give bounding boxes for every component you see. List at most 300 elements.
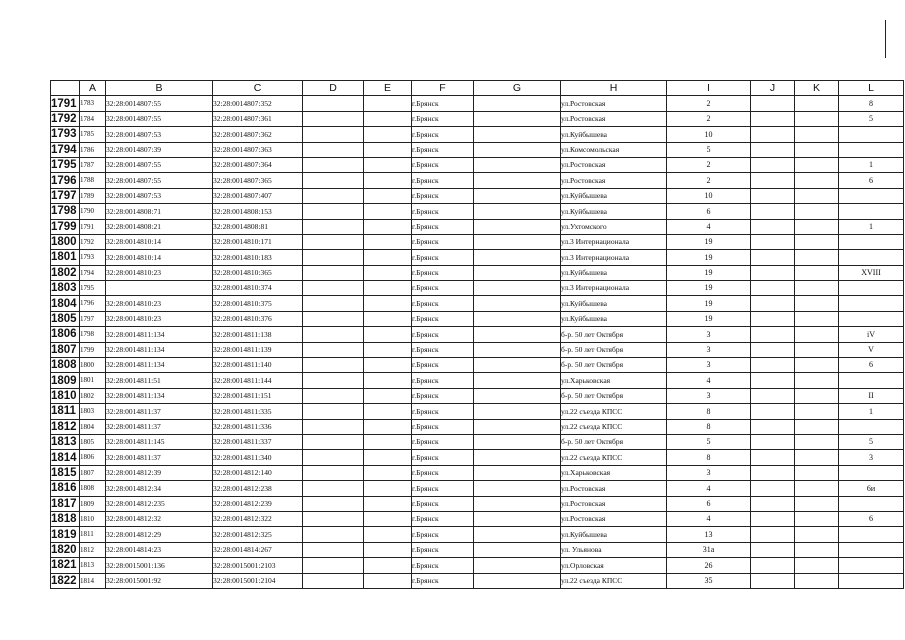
cell-l[interactable] bbox=[839, 558, 904, 573]
cell-i[interactable]: 19 bbox=[667, 281, 751, 296]
column-header-i[interactable]: I bbox=[667, 81, 751, 96]
cell-f[interactable]: г.Брянск bbox=[412, 188, 474, 203]
cell-j[interactable] bbox=[751, 358, 795, 373]
cell-d[interactable] bbox=[303, 496, 364, 511]
cell-h[interactable]: ул.Ростовская bbox=[561, 496, 667, 511]
cell-h[interactable]: ул.3 Интернационала bbox=[561, 281, 667, 296]
cell-i[interactable]: 19 bbox=[667, 296, 751, 311]
cell-j[interactable] bbox=[751, 173, 795, 188]
cell-a[interactable]: 1797 bbox=[80, 311, 106, 326]
cell-e[interactable] bbox=[364, 296, 412, 311]
cell-h[interactable]: ул.Ростовская bbox=[561, 173, 667, 188]
cell-a[interactable]: 1792 bbox=[80, 234, 106, 249]
cell-j[interactable] bbox=[751, 265, 795, 280]
cell-c[interactable]: 32:28:0014810:374 bbox=[213, 281, 303, 296]
cell-g[interactable] bbox=[474, 234, 561, 249]
cell-f[interactable]: г.Брянск bbox=[412, 373, 474, 388]
cell-i[interactable]: 4 bbox=[667, 511, 751, 526]
row-number[interactable]: 1806 bbox=[51, 327, 80, 342]
cell-h[interactable]: ул.22 съезда КПСС bbox=[561, 450, 667, 465]
cell-e[interactable] bbox=[364, 481, 412, 496]
cell-l[interactable] bbox=[839, 419, 904, 434]
cell-h[interactable]: ул.Куйбышева bbox=[561, 204, 667, 219]
cell-j[interactable] bbox=[751, 188, 795, 203]
row-number[interactable]: 1799 bbox=[51, 219, 80, 234]
cell-c[interactable]: 32:28:0015001:2103 bbox=[213, 558, 303, 573]
cell-f[interactable]: г.Брянск bbox=[412, 527, 474, 542]
cell-a[interactable]: 1805 bbox=[80, 434, 106, 449]
cell-g[interactable] bbox=[474, 173, 561, 188]
cell-e[interactable] bbox=[364, 311, 412, 326]
row-number[interactable]: 1811 bbox=[51, 404, 80, 419]
cell-a[interactable]: 1804 bbox=[80, 419, 106, 434]
cell-f[interactable]: г.Брянск bbox=[412, 142, 474, 157]
cell-e[interactable] bbox=[364, 542, 412, 557]
cell-h[interactable]: б-р. 50 лет Октября bbox=[561, 434, 667, 449]
cell-a[interactable]: 1784 bbox=[80, 111, 106, 126]
cell-c[interactable]: 32:28:0014812:322 bbox=[213, 511, 303, 526]
cell-a[interactable]: 1796 bbox=[80, 296, 106, 311]
cell-j[interactable] bbox=[751, 481, 795, 496]
cell-e[interactable] bbox=[364, 558, 412, 573]
cell-i[interactable]: 3 bbox=[667, 327, 751, 342]
cell-i[interactable]: 19 bbox=[667, 250, 751, 265]
cell-k[interactable] bbox=[795, 281, 839, 296]
cell-l[interactable] bbox=[839, 296, 904, 311]
cell-f[interactable]: г.Брянск bbox=[412, 481, 474, 496]
cell-a[interactable]: 1808 bbox=[80, 481, 106, 496]
cell-i[interactable]: 4 bbox=[667, 373, 751, 388]
cell-j[interactable] bbox=[751, 234, 795, 249]
cell-h[interactable]: ул.22 съезда КПСС bbox=[561, 404, 667, 419]
cell-j[interactable] bbox=[751, 219, 795, 234]
cell-d[interactable] bbox=[303, 327, 364, 342]
cell-h[interactable]: б-р. 50 лет Октября bbox=[561, 327, 667, 342]
cell-b[interactable]: 32:28:0015001:92 bbox=[106, 573, 213, 588]
cell-a[interactable]: 1800 bbox=[80, 358, 106, 373]
cell-h[interactable]: ул.3 Интернационала bbox=[561, 234, 667, 249]
cell-c[interactable]: 32:28:0014807:365 bbox=[213, 173, 303, 188]
cell-h[interactable]: ул.Ростовская bbox=[561, 96, 667, 111]
cell-h[interactable]: ул.Ростовская bbox=[561, 157, 667, 172]
cell-h[interactable]: ул.Куйбышева bbox=[561, 188, 667, 203]
cell-i[interactable]: 2 bbox=[667, 96, 751, 111]
cell-a[interactable]: 1802 bbox=[80, 388, 106, 403]
cell-e[interactable] bbox=[364, 419, 412, 434]
cell-b[interactable]: 32:28:0014811:134 bbox=[106, 358, 213, 373]
cell-f[interactable]: г.Брянск bbox=[412, 342, 474, 357]
cell-i[interactable]: 3 bbox=[667, 358, 751, 373]
cell-i[interactable]: 35 bbox=[667, 573, 751, 588]
cell-b[interactable]: 32:28:0014811:37 bbox=[106, 419, 213, 434]
cell-c[interactable]: 32:28:0014811:335 bbox=[213, 404, 303, 419]
cell-f[interactable]: г.Брянск bbox=[412, 127, 474, 142]
cell-i[interactable]: 3 bbox=[667, 465, 751, 480]
cell-d[interactable] bbox=[303, 204, 364, 219]
cell-i[interactable]: 2 bbox=[667, 173, 751, 188]
cell-k[interactable] bbox=[795, 219, 839, 234]
cell-f[interactable]: г.Брянск bbox=[412, 434, 474, 449]
cell-g[interactable] bbox=[474, 496, 561, 511]
cell-j[interactable] bbox=[751, 527, 795, 542]
cell-b[interactable]: 32:28:0014807:55 bbox=[106, 173, 213, 188]
cell-g[interactable] bbox=[474, 527, 561, 542]
cell-g[interactable] bbox=[474, 127, 561, 142]
cell-i[interactable]: 2 bbox=[667, 157, 751, 172]
cell-j[interactable] bbox=[751, 142, 795, 157]
cell-h[interactable]: ул.Харьковская bbox=[561, 465, 667, 480]
cell-i[interactable]: 26 bbox=[667, 558, 751, 573]
cell-e[interactable] bbox=[364, 127, 412, 142]
cell-h[interactable]: ул.3 Интернационала bbox=[561, 250, 667, 265]
cell-b[interactable]: 32:28:0014812:235 bbox=[106, 496, 213, 511]
cell-k[interactable] bbox=[795, 573, 839, 588]
cell-f[interactable]: г.Брянск bbox=[412, 496, 474, 511]
cell-c[interactable]: 32:28:0014811:139 bbox=[213, 342, 303, 357]
row-number[interactable]: 1822 bbox=[51, 573, 80, 588]
cell-k[interactable] bbox=[795, 188, 839, 203]
cell-h[interactable]: ул.Ростовская bbox=[561, 111, 667, 126]
cell-j[interactable] bbox=[751, 373, 795, 388]
cell-f[interactable]: г.Брянск bbox=[412, 219, 474, 234]
cell-l[interactable] bbox=[839, 542, 904, 557]
cell-h[interactable]: ул.Ростовская bbox=[561, 481, 667, 496]
cell-l[interactable] bbox=[839, 234, 904, 249]
row-number[interactable]: 1807 bbox=[51, 342, 80, 357]
cell-e[interactable] bbox=[364, 434, 412, 449]
cell-l[interactable] bbox=[839, 250, 904, 265]
cell-i[interactable]: 2 bbox=[667, 111, 751, 126]
cell-l[interactable]: XVIII bbox=[839, 265, 904, 280]
cell-l[interactable] bbox=[839, 142, 904, 157]
cell-l[interactable] bbox=[839, 373, 904, 388]
cell-k[interactable] bbox=[795, 481, 839, 496]
cell-d[interactable] bbox=[303, 434, 364, 449]
cell-f[interactable]: г.Брянск bbox=[412, 250, 474, 265]
cell-j[interactable] bbox=[751, 342, 795, 357]
cell-j[interactable] bbox=[751, 388, 795, 403]
cell-c[interactable]: 32:28:0014810:183 bbox=[213, 250, 303, 265]
cell-d[interactable] bbox=[303, 96, 364, 111]
row-number[interactable]: 1809 bbox=[51, 373, 80, 388]
cell-l[interactable] bbox=[839, 127, 904, 142]
cell-l[interactable]: V bbox=[839, 342, 904, 357]
cell-b[interactable] bbox=[106, 281, 213, 296]
cell-b[interactable]: 32:28:0014807:55 bbox=[106, 111, 213, 126]
cell-e[interactable] bbox=[364, 496, 412, 511]
cell-j[interactable] bbox=[751, 434, 795, 449]
cell-h[interactable]: ул.Харьковская bbox=[561, 373, 667, 388]
cell-e[interactable] bbox=[364, 281, 412, 296]
cell-j[interactable] bbox=[751, 327, 795, 342]
cell-g[interactable] bbox=[474, 142, 561, 157]
cell-c[interactable]: 32:28:0014811:340 bbox=[213, 450, 303, 465]
cell-d[interactable] bbox=[303, 450, 364, 465]
cell-h[interactable]: б-р. 50 лет Октября bbox=[561, 358, 667, 373]
cell-g[interactable] bbox=[474, 373, 561, 388]
cell-g[interactable] bbox=[474, 219, 561, 234]
cell-l[interactable]: 3 bbox=[839, 450, 904, 465]
cell-k[interactable] bbox=[795, 511, 839, 526]
cell-j[interactable] bbox=[751, 496, 795, 511]
cell-g[interactable] bbox=[474, 157, 561, 172]
column-header-k[interactable]: K bbox=[795, 81, 839, 96]
cell-d[interactable] bbox=[303, 265, 364, 280]
cell-i[interactable]: 4 bbox=[667, 219, 751, 234]
column-header-l[interactable]: L bbox=[839, 81, 904, 96]
cell-a[interactable]: 1813 bbox=[80, 558, 106, 573]
cell-k[interactable] bbox=[795, 388, 839, 403]
row-number[interactable]: 1810 bbox=[51, 388, 80, 403]
cell-i[interactable]: 19 bbox=[667, 234, 751, 249]
cell-l[interactable] bbox=[839, 465, 904, 480]
cell-a[interactable]: 1783 bbox=[80, 96, 106, 111]
cell-c[interactable]: 32:28:0014810:376 bbox=[213, 311, 303, 326]
cell-d[interactable] bbox=[303, 219, 364, 234]
column-header-f[interactable]: F bbox=[412, 81, 474, 96]
cell-e[interactable] bbox=[364, 388, 412, 403]
cell-e[interactable] bbox=[364, 204, 412, 219]
cell-j[interactable] bbox=[751, 465, 795, 480]
cell-d[interactable] bbox=[303, 311, 364, 326]
cell-k[interactable] bbox=[795, 465, 839, 480]
cell-g[interactable] bbox=[474, 388, 561, 403]
cell-j[interactable] bbox=[751, 204, 795, 219]
cell-c[interactable]: 32:28:0014811:151 bbox=[213, 388, 303, 403]
cell-e[interactable] bbox=[364, 157, 412, 172]
cell-g[interactable] bbox=[474, 96, 561, 111]
cell-a[interactable]: 1793 bbox=[80, 250, 106, 265]
cell-e[interactable] bbox=[364, 173, 412, 188]
cell-g[interactable] bbox=[474, 558, 561, 573]
cell-i[interactable]: 3 bbox=[667, 342, 751, 357]
cell-e[interactable] bbox=[364, 234, 412, 249]
cell-f[interactable]: г.Брянск bbox=[412, 404, 474, 419]
cell-f[interactable]: г.Брянск bbox=[412, 173, 474, 188]
cell-e[interactable] bbox=[364, 188, 412, 203]
cell-h[interactable]: ул. Ульянова bbox=[561, 542, 667, 557]
cell-f[interactable]: г.Брянск bbox=[412, 419, 474, 434]
cell-i[interactable]: 6 bbox=[667, 204, 751, 219]
cell-g[interactable] bbox=[474, 465, 561, 480]
cell-j[interactable] bbox=[751, 450, 795, 465]
cell-a[interactable]: 1812 bbox=[80, 542, 106, 557]
cell-a[interactable]: 1791 bbox=[80, 219, 106, 234]
row-number[interactable]: 1794 bbox=[51, 142, 80, 157]
row-number[interactable]: 1802 bbox=[51, 265, 80, 280]
cell-g[interactable] bbox=[474, 281, 561, 296]
cell-l[interactable] bbox=[839, 527, 904, 542]
cell-c[interactable]: 32:28:0014807:352 bbox=[213, 96, 303, 111]
cell-b[interactable]: 32:28:0014814:23 bbox=[106, 542, 213, 557]
cell-b[interactable]: 32:28:0014810:23 bbox=[106, 311, 213, 326]
cell-l[interactable] bbox=[839, 204, 904, 219]
cell-l[interactable] bbox=[839, 311, 904, 326]
cell-e[interactable] bbox=[364, 327, 412, 342]
cell-k[interactable] bbox=[795, 373, 839, 388]
cell-d[interactable] bbox=[303, 127, 364, 142]
cell-d[interactable] bbox=[303, 250, 364, 265]
cell-l[interactable] bbox=[839, 281, 904, 296]
cell-l[interactable]: 1 bbox=[839, 157, 904, 172]
row-number[interactable]: 1818 bbox=[51, 511, 80, 526]
cell-g[interactable] bbox=[474, 419, 561, 434]
cell-k[interactable] bbox=[795, 527, 839, 542]
cell-l[interactable]: 1 bbox=[839, 219, 904, 234]
cell-h[interactable]: б-р. 50 лет Октября bbox=[561, 342, 667, 357]
cell-d[interactable] bbox=[303, 142, 364, 157]
cell-k[interactable] bbox=[795, 250, 839, 265]
row-number[interactable]: 1817 bbox=[51, 496, 80, 511]
cell-e[interactable] bbox=[364, 342, 412, 357]
cell-i[interactable]: 6 bbox=[667, 496, 751, 511]
cell-g[interactable] bbox=[474, 542, 561, 557]
cell-f[interactable]: г.Брянск bbox=[412, 327, 474, 342]
cell-k[interactable] bbox=[795, 496, 839, 511]
cell-g[interactable] bbox=[474, 296, 561, 311]
cell-e[interactable] bbox=[364, 450, 412, 465]
cell-b[interactable]: 32:28:0014810:23 bbox=[106, 265, 213, 280]
cell-a[interactable]: 1785 bbox=[80, 127, 106, 142]
cell-h[interactable]: ул.Ростовская bbox=[561, 511, 667, 526]
cell-c[interactable]: 32:28:0014808:81 bbox=[213, 219, 303, 234]
cell-i[interactable]: 8 bbox=[667, 404, 751, 419]
cell-f[interactable]: г.Брянск bbox=[412, 281, 474, 296]
row-number[interactable]: 1797 bbox=[51, 188, 80, 203]
cell-g[interactable] bbox=[474, 481, 561, 496]
cell-f[interactable]: г.Брянск bbox=[412, 465, 474, 480]
cell-h[interactable]: ул.Куйбышева bbox=[561, 265, 667, 280]
cell-b[interactable]: 32:28:0014807:55 bbox=[106, 157, 213, 172]
cell-a[interactable]: 1809 bbox=[80, 496, 106, 511]
cell-d[interactable] bbox=[303, 281, 364, 296]
cell-a[interactable]: 1799 bbox=[80, 342, 106, 357]
cell-a[interactable]: 1811 bbox=[80, 527, 106, 542]
cell-a[interactable]: 1790 bbox=[80, 204, 106, 219]
cell-a[interactable]: 1810 bbox=[80, 511, 106, 526]
cell-a[interactable]: 1788 bbox=[80, 173, 106, 188]
cell-f[interactable]: г.Брянск bbox=[412, 511, 474, 526]
cell-b[interactable]: 32:28:0014810:23 bbox=[106, 296, 213, 311]
cell-g[interactable] bbox=[474, 204, 561, 219]
row-number[interactable]: 1792 bbox=[51, 111, 80, 126]
cell-d[interactable] bbox=[303, 173, 364, 188]
cell-i[interactable]: 5 bbox=[667, 142, 751, 157]
column-header-a[interactable]: A bbox=[80, 81, 106, 96]
cell-c[interactable]: 32:28:0014807:407 bbox=[213, 188, 303, 203]
cell-k[interactable] bbox=[795, 311, 839, 326]
cell-k[interactable] bbox=[795, 234, 839, 249]
row-number[interactable]: 1820 bbox=[51, 542, 80, 557]
cell-f[interactable]: г.Брянск bbox=[412, 573, 474, 588]
cell-k[interactable] bbox=[795, 542, 839, 557]
row-number[interactable]: 1798 bbox=[51, 204, 80, 219]
cell-h[interactable]: ул.22 съезда КПСС bbox=[561, 573, 667, 588]
column-header-d[interactable]: D bbox=[303, 81, 364, 96]
cell-a[interactable]: 1798 bbox=[80, 327, 106, 342]
cell-h[interactable]: ул.Куйбышева bbox=[561, 527, 667, 542]
cell-d[interactable] bbox=[303, 342, 364, 357]
cell-b[interactable]: 32:28:0014811:134 bbox=[106, 327, 213, 342]
cell-g[interactable] bbox=[474, 311, 561, 326]
row-number[interactable]: 1804 bbox=[51, 296, 80, 311]
cell-l[interactable]: 6 bbox=[839, 173, 904, 188]
cell-l[interactable]: 5 bbox=[839, 111, 904, 126]
cell-f[interactable]: г.Брянск bbox=[412, 265, 474, 280]
cell-f[interactable]: г.Брянск bbox=[412, 311, 474, 326]
cell-l[interactable]: 5 bbox=[839, 434, 904, 449]
cell-l[interactable] bbox=[839, 573, 904, 588]
cell-e[interactable] bbox=[364, 265, 412, 280]
cell-k[interactable] bbox=[795, 419, 839, 434]
corner-cell[interactable] bbox=[51, 81, 80, 96]
cell-b[interactable]: 32:28:0014811:134 bbox=[106, 388, 213, 403]
cell-k[interactable] bbox=[795, 327, 839, 342]
cell-i[interactable]: 8 bbox=[667, 419, 751, 434]
cell-a[interactable]: 1803 bbox=[80, 404, 106, 419]
cell-h[interactable]: ул.Куйбышева bbox=[561, 296, 667, 311]
cell-j[interactable] bbox=[751, 573, 795, 588]
cell-i[interactable]: 4 bbox=[667, 481, 751, 496]
cell-k[interactable] bbox=[795, 558, 839, 573]
cell-c[interactable]: 32:28:0014812:238 bbox=[213, 481, 303, 496]
cell-k[interactable] bbox=[795, 204, 839, 219]
cell-c[interactable]: 32:28:0014812:325 bbox=[213, 527, 303, 542]
column-header-b[interactable]: B bbox=[106, 81, 213, 96]
column-header-j[interactable]: J bbox=[751, 81, 795, 96]
cell-b[interactable]: 32:28:0014808:21 bbox=[106, 219, 213, 234]
cell-b[interactable]: 32:28:0014807:53 bbox=[106, 127, 213, 142]
cell-d[interactable] bbox=[303, 527, 364, 542]
cell-f[interactable]: г.Брянск bbox=[412, 358, 474, 373]
cell-j[interactable] bbox=[751, 558, 795, 573]
cell-c[interactable]: 32:28:0014810:375 bbox=[213, 296, 303, 311]
cell-e[interactable] bbox=[364, 219, 412, 234]
cell-l[interactable]: 6 bbox=[839, 511, 904, 526]
cell-a[interactable]: 1795 bbox=[80, 281, 106, 296]
cell-d[interactable] bbox=[303, 404, 364, 419]
cell-b[interactable]: 32:28:0014812:32 bbox=[106, 511, 213, 526]
cell-e[interactable] bbox=[364, 142, 412, 157]
cell-c[interactable]: 32:28:0014812:239 bbox=[213, 496, 303, 511]
cell-l[interactable]: 8 bbox=[839, 96, 904, 111]
cell-c[interactable]: 32:28:0014812:140 bbox=[213, 465, 303, 480]
row-number[interactable]: 1808 bbox=[51, 358, 80, 373]
row-number[interactable]: 1801 bbox=[51, 250, 80, 265]
cell-i[interactable]: 31а bbox=[667, 542, 751, 557]
cell-j[interactable] bbox=[751, 404, 795, 419]
cell-c[interactable]: 32:28:0014814:267 bbox=[213, 542, 303, 557]
cell-h[interactable]: ул.Ухтомского bbox=[561, 219, 667, 234]
cell-b[interactable]: 32:28:0014812:34 bbox=[106, 481, 213, 496]
row-number[interactable]: 1821 bbox=[51, 558, 80, 573]
cell-h[interactable]: ул.Орловская bbox=[561, 558, 667, 573]
cell-d[interactable] bbox=[303, 419, 364, 434]
row-number[interactable]: 1812 bbox=[51, 419, 80, 434]
row-number[interactable]: 1813 bbox=[51, 434, 80, 449]
cell-i[interactable]: 3 bbox=[667, 388, 751, 403]
cell-k[interactable] bbox=[795, 358, 839, 373]
cell-d[interactable] bbox=[303, 481, 364, 496]
cell-a[interactable]: 1794 bbox=[80, 265, 106, 280]
cell-i[interactable]: 19 bbox=[667, 265, 751, 280]
cell-c[interactable]: 32:28:0014807:361 bbox=[213, 111, 303, 126]
row-number[interactable]: 1795 bbox=[51, 157, 80, 172]
cell-e[interactable] bbox=[364, 404, 412, 419]
cell-g[interactable] bbox=[474, 450, 561, 465]
row-number[interactable]: 1819 bbox=[51, 527, 80, 542]
cell-d[interactable] bbox=[303, 373, 364, 388]
